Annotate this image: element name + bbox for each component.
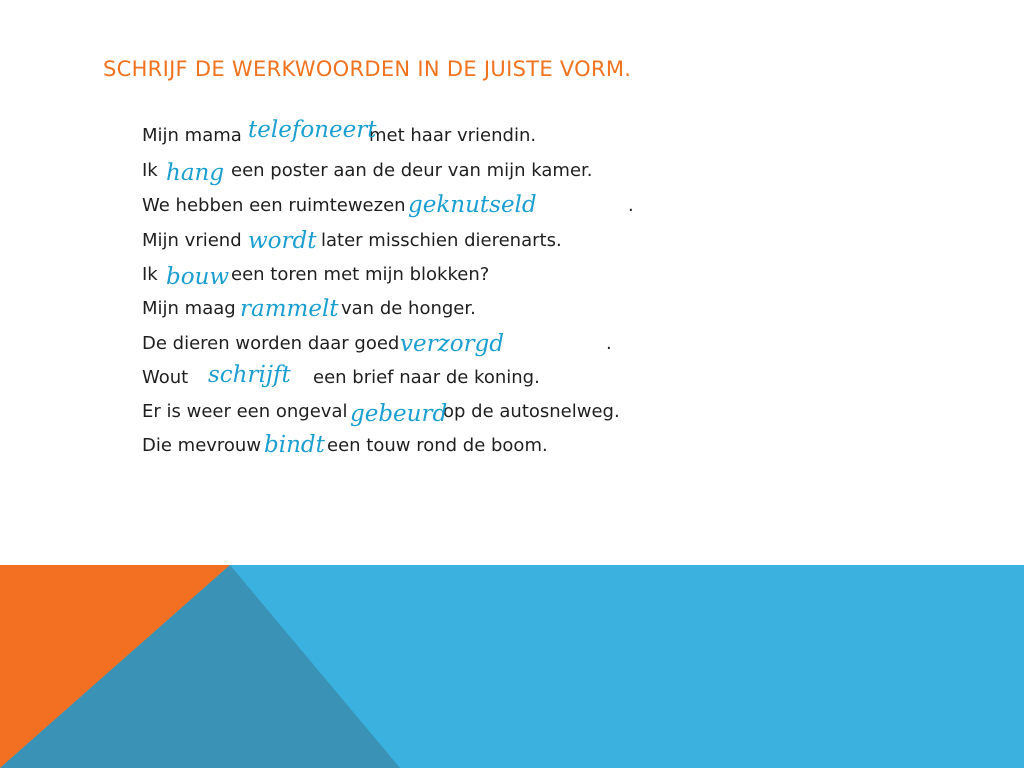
decorative-footer-band — [0, 565, 1024, 768]
slide-title: SCHRIJF DE WERKWOORDEN IN DE JUISTE VORM. — [103, 57, 632, 81]
handwritten-answer: geknutseld — [408, 192, 537, 218]
sentence-start: Mijn vriend — [142, 230, 242, 251]
sentence-end: een brief naar de koning. — [313, 367, 540, 388]
sentence-end: van de honger. — [341, 298, 476, 319]
sentence-start: Wout — [142, 367, 189, 388]
handwritten-answer: rammelt — [240, 296, 339, 322]
sentence-end: . — [606, 333, 612, 354]
sentence-end: een touw rond de boom. — [327, 435, 548, 456]
handwritten-answer: gebeurd — [350, 401, 448, 427]
sentence-end: op de autosnelweg. — [443, 401, 620, 422]
sentence-end: met haar vriendin. — [369, 125, 537, 146]
sentence-start: Mijn maag — [142, 298, 236, 319]
sentence-start: Die mevrouw — [142, 435, 262, 456]
sentence-start: We hebben een ruimtewezen — [142, 195, 406, 216]
handwritten-answer: bindt — [264, 432, 325, 458]
sentence-end: . — [628, 195, 634, 216]
sentence-end: een poster aan de deur van mijn kamer. — [231, 160, 593, 181]
handwritten-answer: telefoneert — [248, 117, 377, 143]
handwritten-answer: verzorgd — [400, 331, 505, 357]
handwritten-answer: hang — [166, 160, 225, 186]
decorative-triangles — [0, 565, 1024, 768]
sentence-start: Er is weer een ongeval — [142, 401, 348, 422]
sentence-start: Ik — [142, 160, 158, 181]
handwritten-answer: schrijft — [208, 362, 291, 388]
handwritten-answer: bouw — [166, 264, 230, 290]
sentence-start: De dieren worden daar goed — [142, 333, 400, 354]
sentence-end: een toren met mijn blokken? — [231, 264, 490, 285]
sentence-end: later misschien dierenarts. — [321, 230, 562, 251]
sentence-start: Ik — [142, 264, 158, 285]
sentence-start: Mijn mama — [142, 125, 242, 146]
handwritten-answer: wordt — [248, 228, 317, 254]
